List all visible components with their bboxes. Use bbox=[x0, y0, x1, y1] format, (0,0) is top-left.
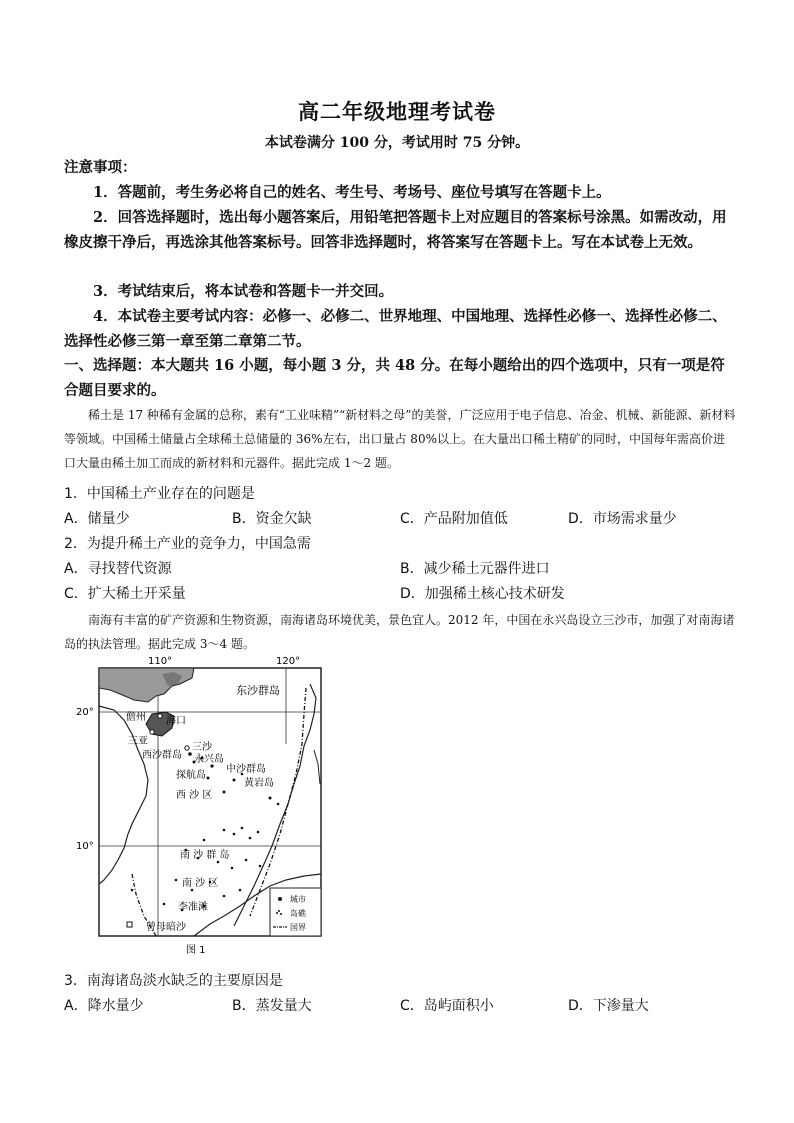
map-label-tanhang: 探航岛 bbox=[176, 770, 206, 781]
q2-option-b: B．减少稀土元器件进口 bbox=[400, 561, 550, 577]
q3-option-b: B．蒸发量大 bbox=[232, 998, 312, 1014]
map-label-haikou: 海口 bbox=[166, 716, 186, 727]
map-label-sansha: 三沙 bbox=[192, 742, 212, 753]
map-label-xishaqu: 西 沙 区 bbox=[176, 790, 213, 801]
map-label-xisha: 西沙群岛 bbox=[142, 750, 182, 761]
q3-option-c: C．岛屿面积小 bbox=[400, 998, 494, 1014]
q3-option-d: D．下渗量大 bbox=[568, 998, 649, 1014]
passage-south-china-sea: 南海有丰富的矿产资源和生物资源，南海诸岛环境优美，景色宜人。2012 年，中国在永兴岛设立三沙市，加强了对南海诸岛的执法管理。据此完成 3～4 题。 bbox=[64, 613, 735, 651]
map-lon-120: 120° bbox=[276, 656, 301, 667]
legend-border-label: 国界 bbox=[290, 923, 306, 932]
q2-option-d: D．加强稀土核心技术研发 bbox=[400, 586, 565, 602]
map-label-nansha: 南 沙 群 岛 bbox=[180, 850, 230, 861]
map-lat-10: 10° bbox=[76, 841, 94, 852]
q2-option-c: C．扩大稀土开采量 bbox=[64, 586, 186, 602]
exam-subtitle: 本试卷满分 100 分，考试用时 75 分钟。 bbox=[264, 135, 530, 151]
note-item-2: 2．回答选择题时，选出每小题答案后，用铅笔把答题卡上对应题目的答案标号涂黑。如需改动，用橡皮擦干净后，再选涂其他答案标号。回答非选择题时，将答案写在答题卡上。写在本试卷上无效。 bbox=[64, 209, 727, 251]
q3-option-a: A．降水量少 bbox=[64, 998, 144, 1014]
section-heading: 一、选择题：本大题共 16 小题，每小题 3 分，共 48 分。在每小题给出的四个选项中，只有一项是符合题目要求的。 bbox=[64, 357, 725, 399]
map-label-zhongsha: 中沙群岛 bbox=[226, 764, 266, 775]
city-legend-icon bbox=[278, 897, 282, 901]
q1-option-a: A．储量少 bbox=[64, 511, 130, 527]
map-label-dongsha: 东沙群岛 bbox=[236, 684, 280, 697]
note-item-4: 4．本试卷主要考试内容：必修一、必修二、世界地理、中国地理、选择性必修一、选择性必修二、选择性必修三第一章至第二章第二节。 bbox=[64, 308, 727, 350]
exam-title: 高二年级地理考试卷 bbox=[298, 99, 496, 124]
map-label-yongxing: 永兴岛 bbox=[194, 754, 224, 765]
map-label-sanya: 三亚 bbox=[128, 736, 148, 747]
map-label-danzhou: 儋州 bbox=[126, 712, 146, 723]
note-item-3: 3．考试结束后，将本试卷和答题卡一并交回。 bbox=[93, 283, 394, 300]
q2-option-a: A．寻找替代资源 bbox=[64, 561, 172, 577]
q1-option-c: C．产品附加值低 bbox=[400, 511, 508, 527]
map-lon-110: 110° bbox=[148, 656, 173, 667]
legend-city-label: 城市 bbox=[290, 895, 306, 904]
q1-option-d: D．市场需求量少 bbox=[568, 511, 677, 527]
map-label-lizhun: 李准滩 bbox=[178, 902, 208, 913]
question-1-stem: 1．中国稀土产业存在的问题是 bbox=[64, 486, 255, 502]
map-label-huangyan: 黄岩岛 bbox=[244, 778, 274, 789]
passage-rare-earth: 稀土是 17 种稀有金属的总称，素有“工业味精”“新材料之母”的美誉，广泛应用于电子信息、冶金、机械、新能源、新材料等领域。中国稀土储量占全球稀土总储量的 36%左右，出口量占 80%以上。在大量出口稀土精矿的同时，中国每年需高价进口大量由稀土加工而成的新材料和元器件。据此完成 1～2 题。 bbox=[64, 408, 736, 470]
map-label-nanshaqu: 南 沙 区 bbox=[182, 878, 219, 889]
note-item-1: 1．答题前，考生务必将自己的姓名、考生号、考场号、座位号填写在答题卡上。 bbox=[93, 184, 611, 201]
notes-heading: 注意事项： bbox=[64, 159, 137, 176]
q1-option-b: B．资金欠缺 bbox=[232, 511, 312, 527]
map-caption: 图 1 bbox=[186, 945, 206, 956]
question-3-stem: 3．南海诸岛淡水缺乏的主要原因是 bbox=[64, 973, 283, 989]
map-label-zengmu: 曾母暗沙 bbox=[146, 922, 186, 933]
question-2-stem: 2．为提升稀土产业的竞争力，中国急需 bbox=[64, 536, 311, 552]
south-china-sea-map bbox=[74, 654, 336, 956]
map-lat-20: 20° bbox=[76, 707, 94, 718]
legend-island-label: 岛礁 bbox=[290, 909, 306, 918]
